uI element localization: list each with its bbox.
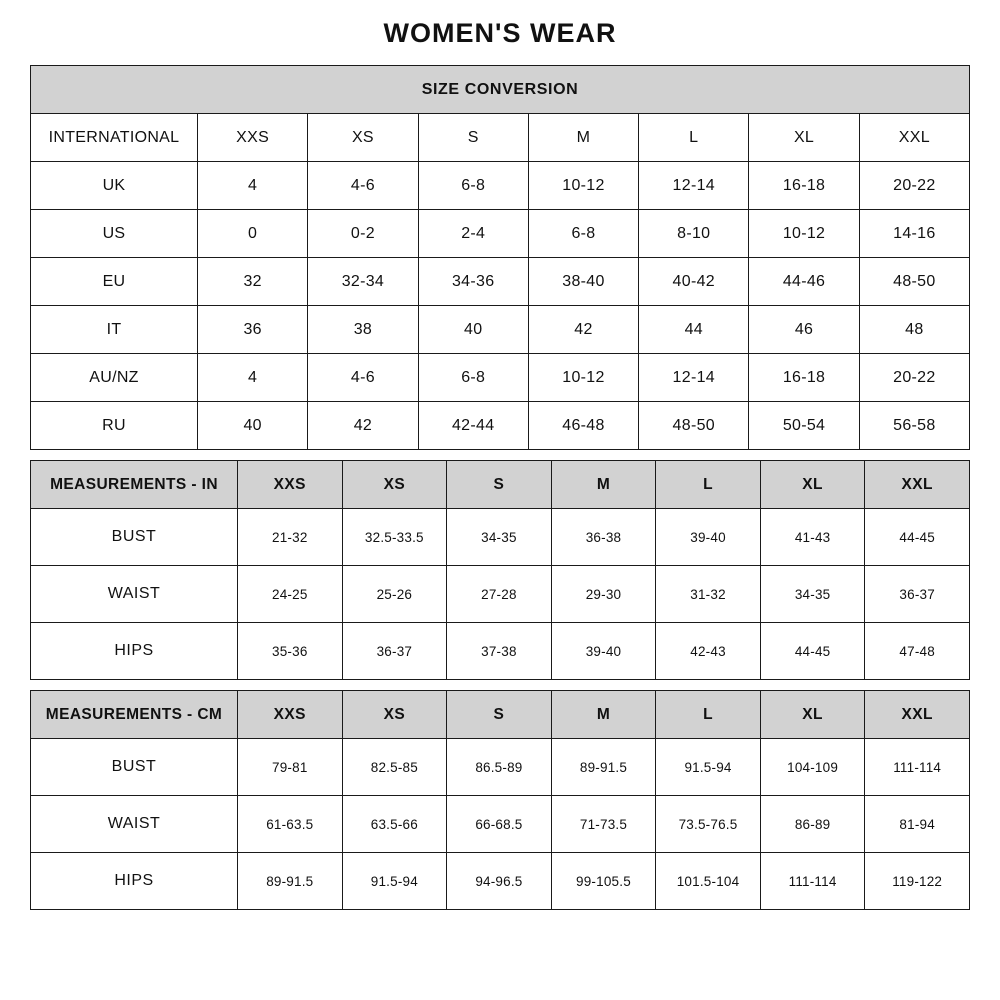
size-cell: 44: [639, 306, 749, 354]
measurement-cell: 36-37: [865, 566, 970, 623]
measurement-cell: 89-91.5: [551, 739, 656, 796]
measurement-cell: 36-38: [551, 509, 656, 566]
measurement-cell: 66-68.5: [447, 796, 552, 853]
size-cell: 4-6: [308, 162, 418, 210]
size-cell: 16-18: [749, 162, 859, 210]
table-row-waist-in: [31, 566, 970, 623]
measurements-cm-header-row: [31, 691, 970, 739]
size-cell: 20-22: [859, 354, 969, 402]
size-cell: 12-14: [639, 162, 749, 210]
size-cell: 42: [308, 402, 418, 450]
measurement-cell: 27-28: [447, 566, 552, 623]
row-label-aunz: AU/NZ: [31, 354, 198, 402]
size-cell: 10-12: [749, 210, 859, 258]
size-cell: 32-34: [308, 258, 418, 306]
measurement-cell: 94-96.5: [447, 853, 552, 910]
column-header-l: L: [656, 691, 761, 739]
size-cell: 6-8: [418, 354, 528, 402]
measurement-cell: 82.5-85: [342, 739, 447, 796]
row-label-us: US: [31, 210, 198, 258]
measurement-cell: 44-45: [865, 509, 970, 566]
measurement-cell: 99-105.5: [551, 853, 656, 910]
column-header-xxl: XXL: [859, 114, 969, 162]
size-conversion-table: [30, 65, 970, 450]
row-label-bust: BUST: [31, 509, 238, 566]
size-cell: 16-18: [749, 354, 859, 402]
measurements-in-header-row: [31, 461, 970, 509]
column-header-s: S: [447, 461, 552, 509]
size-cell: 12-14: [639, 354, 749, 402]
size-cell: 44-46: [749, 258, 859, 306]
column-header-xs: XS: [342, 461, 447, 509]
column-header-xl: XL: [760, 691, 865, 739]
column-header-xl: XL: [749, 114, 859, 162]
measurements-in-table: [30, 460, 970, 680]
size-cell: 38: [308, 306, 418, 354]
measurement-cell: 86-89: [760, 796, 865, 853]
size-cell: 40-42: [639, 258, 749, 306]
size-conversion-header-row: [31, 66, 970, 114]
measurement-cell: 39-40: [656, 509, 761, 566]
column-header-xxl: XXL: [865, 691, 970, 739]
measurements-in-title: MEASUREMENTS - IN: [31, 461, 238, 509]
size-cell: 40: [198, 402, 308, 450]
column-header-xs: XS: [342, 691, 447, 739]
table-row-uk: [31, 162, 970, 210]
column-header-xxs: XXS: [198, 114, 308, 162]
size-cell: 42: [528, 306, 638, 354]
measurements-cm-title: MEASUREMENTS - CM: [31, 691, 238, 739]
measurement-cell: 34-35: [447, 509, 552, 566]
measurement-cell: 101.5-104: [656, 853, 761, 910]
measurement-cell: 89-91.5: [238, 853, 343, 910]
size-cell: 42-44: [418, 402, 528, 450]
column-header-l: L: [656, 461, 761, 509]
size-cell: 38-40: [528, 258, 638, 306]
measurement-cell: 63.5-66: [342, 796, 447, 853]
size-cell: 48-50: [859, 258, 969, 306]
size-cell: 46: [749, 306, 859, 354]
size-cell: 56-58: [859, 402, 969, 450]
measurement-cell: 111-114: [760, 853, 865, 910]
row-label-hips: HIPS: [31, 623, 238, 680]
size-cell: 4: [198, 354, 308, 402]
column-header-s: S: [447, 691, 552, 739]
measurement-cell: 42-43: [656, 623, 761, 680]
size-cell: 6-8: [528, 210, 638, 258]
row-label-waist: WAIST: [31, 796, 238, 853]
column-header-xs: XS: [308, 114, 418, 162]
column-header-xxs: XXS: [238, 461, 343, 509]
table-row-hips-cm: [31, 853, 970, 910]
table-row-us: [31, 210, 970, 258]
measurement-cell: 47-48: [865, 623, 970, 680]
column-header-m: M: [551, 691, 656, 739]
measurement-cell: 73.5-76.5: [656, 796, 761, 853]
size-cell: 0: [198, 210, 308, 258]
size-cell: 50-54: [749, 402, 859, 450]
measurement-cell: 61-63.5: [238, 796, 343, 853]
size-cell: 6-8: [418, 162, 528, 210]
size-conversion-title: SIZE CONVERSION: [31, 66, 970, 114]
row-label-bust: BUST: [31, 739, 238, 796]
measurement-cell: 44-45: [760, 623, 865, 680]
measurement-cell: 32.5-33.5: [342, 509, 447, 566]
table-row-bust-cm: [31, 739, 970, 796]
size-cell: 10-12: [528, 162, 638, 210]
measurement-cell: 34-35: [760, 566, 865, 623]
row-label-it: IT: [31, 306, 198, 354]
measurement-cell: 39-40: [551, 623, 656, 680]
measurement-cell: 37-38: [447, 623, 552, 680]
column-header-s: S: [418, 114, 528, 162]
table-row-waist-cm: [31, 796, 970, 853]
table-row-ru: [31, 402, 970, 450]
size-cell: 14-16: [859, 210, 969, 258]
column-header-l: L: [639, 114, 749, 162]
size-conversion-columns-row: [31, 114, 970, 162]
column-header-xxs: XXS: [238, 691, 343, 739]
size-cell: 10-12: [528, 354, 638, 402]
table-row-hips-in: [31, 623, 970, 680]
measurement-cell: 71-73.5: [551, 796, 656, 853]
size-cell: 48: [859, 306, 969, 354]
measurement-cell: 36-37: [342, 623, 447, 680]
measurement-cell: 81-94: [865, 796, 970, 853]
row-label-ru: RU: [31, 402, 198, 450]
column-header-xxl: XXL: [865, 461, 970, 509]
size-cell: 2-4: [418, 210, 528, 258]
size-cell: 8-10: [639, 210, 749, 258]
size-cell: 4-6: [308, 354, 418, 402]
measurement-cell: 24-25: [238, 566, 343, 623]
table-row-it: [31, 306, 970, 354]
column-header-international: INTERNATIONAL: [31, 114, 198, 162]
size-cell: 0-2: [308, 210, 418, 258]
measurement-cell: 35-36: [238, 623, 343, 680]
size-cell: 48-50: [639, 402, 749, 450]
measurement-cell: 91.5-94: [656, 739, 761, 796]
measurement-cell: 21-32: [238, 509, 343, 566]
size-cell: 46-48: [528, 402, 638, 450]
row-label-eu: EU: [31, 258, 198, 306]
size-cell: 32: [198, 258, 308, 306]
table-row-bust-in: [31, 509, 970, 566]
table-row-eu: [31, 258, 970, 306]
column-header-xl: XL: [760, 461, 865, 509]
measurement-cell: 79-81: [238, 739, 343, 796]
row-label-uk: UK: [31, 162, 198, 210]
row-label-waist: WAIST: [31, 566, 238, 623]
measurement-cell: 31-32: [656, 566, 761, 623]
size-cell: 34-36: [418, 258, 528, 306]
page-title: WOMEN'S WEAR: [383, 18, 617, 48]
size-cell: 36: [198, 306, 308, 354]
row-label-hips: HIPS: [31, 853, 238, 910]
measurement-cell: 119-122: [865, 853, 970, 910]
size-cell: 4: [198, 162, 308, 210]
measurement-cell: 25-26: [342, 566, 447, 623]
measurement-cell: 41-43: [760, 509, 865, 566]
size-cell: 20-22: [859, 162, 969, 210]
table-row-aunz: [31, 354, 970, 402]
column-header-m: M: [528, 114, 638, 162]
measurement-cell: 29-30: [551, 566, 656, 623]
measurement-cell: 111-114: [865, 739, 970, 796]
measurement-cell: 104-109: [760, 739, 865, 796]
measurements-cm-table: [30, 690, 970, 910]
size-cell: 40: [418, 306, 528, 354]
column-header-m: M: [551, 461, 656, 509]
size-chart-page: [30, 0, 970, 910]
measurement-cell: 86.5-89: [447, 739, 552, 796]
measurement-cell: 91.5-94: [342, 853, 447, 910]
